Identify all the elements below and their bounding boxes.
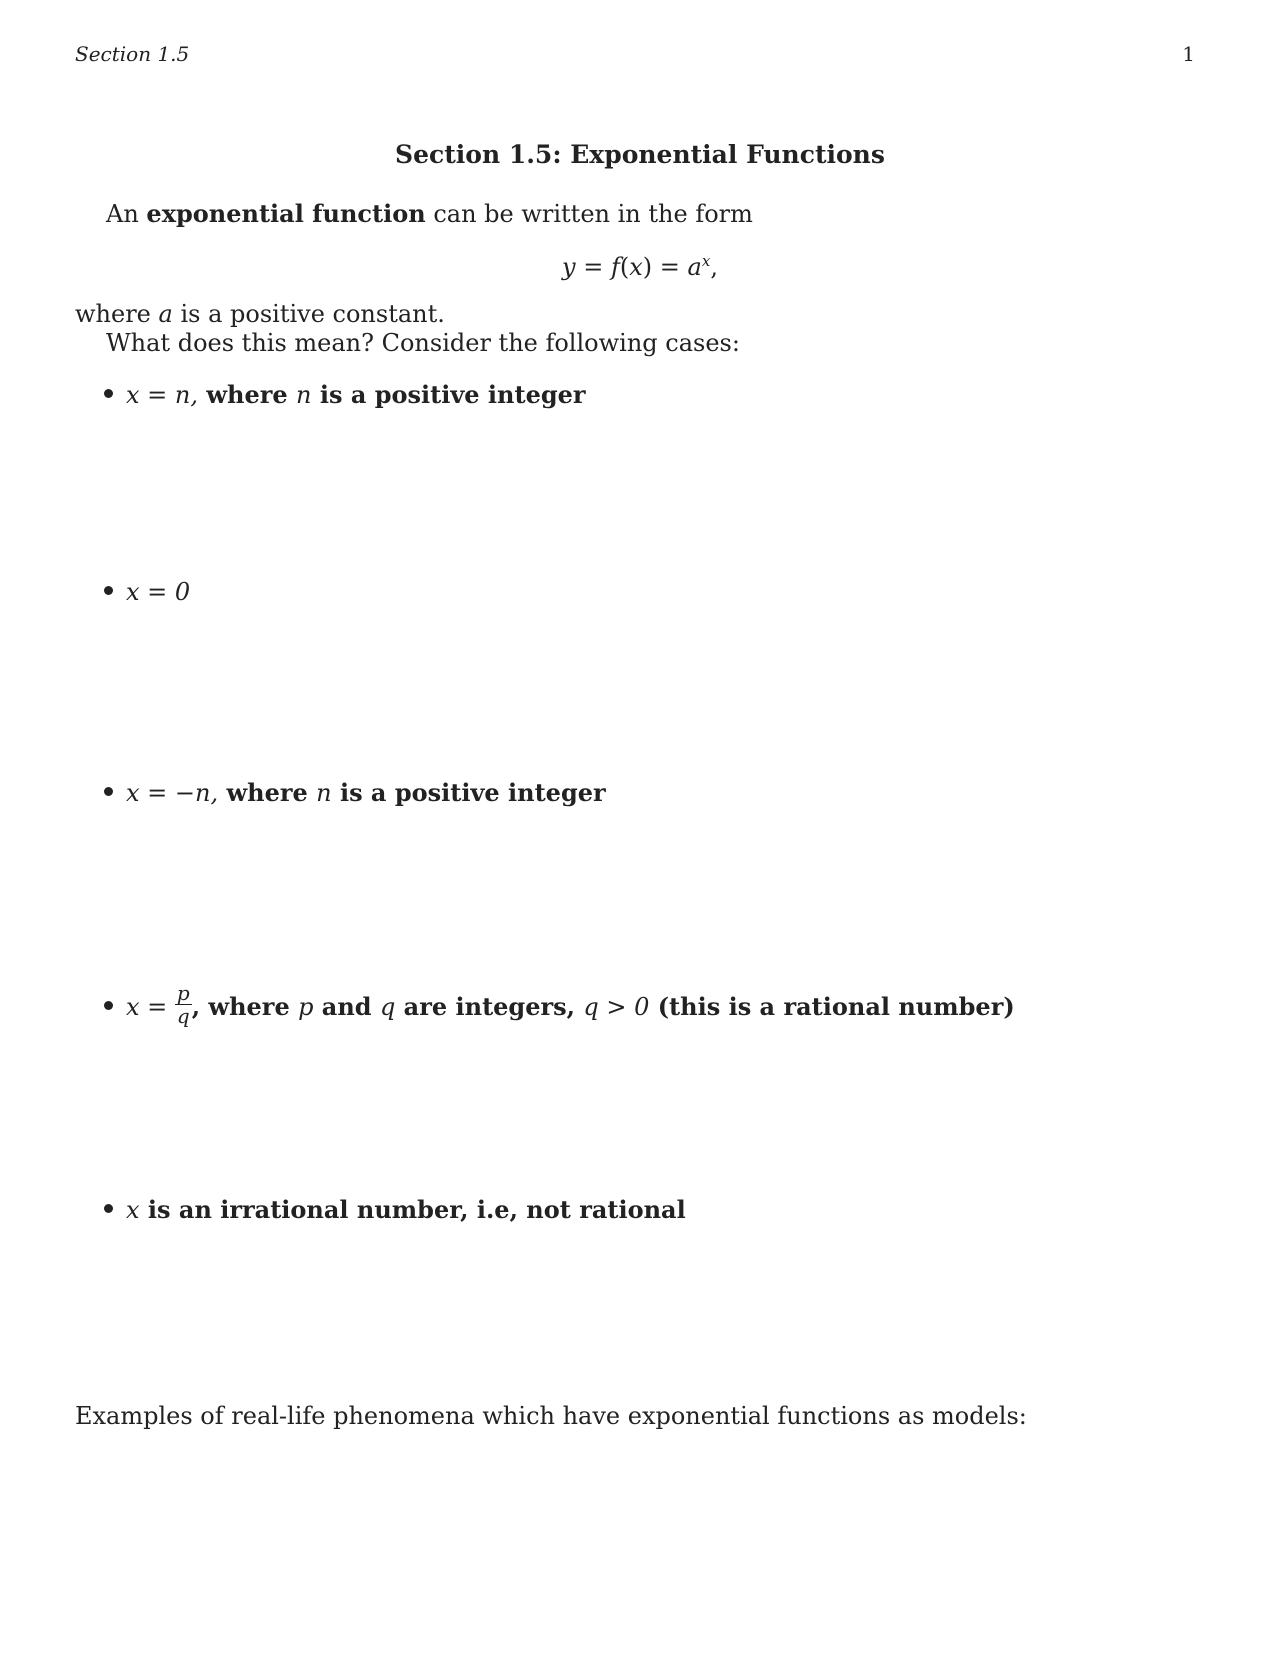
constant-note: where a is a positive constant. <box>75 300 445 328</box>
case-zero: x = 0 <box>104 578 190 606</box>
bullet-icon <box>104 1001 113 1010</box>
case-positive-integer: x = n, where n is a positive integer <box>104 380 586 409</box>
fraction: $\frac{p}{q}$ <box>176 981 190 1028</box>
display-equation: $y = f(x) = a^x$, <box>562 252 718 281</box>
examples-heading: Examples of real-life phenomena which have exponential functions as models: <box>75 1402 1027 1430</box>
case-negative-integer: x = −n, where n is a positive integer <box>104 778 606 807</box>
bullet-icon <box>104 586 113 595</box>
page-number: 1 <box>1182 42 1195 66</box>
page-title: Section 1.5: Exponential Functions <box>395 140 885 169</box>
case-irrational: x is an irrational number, i.e, not rational <box>104 1195 686 1224</box>
question-paragraph: What does this mean? Consider the following cases: <box>106 329 740 357</box>
case-rational: x = $\frac{p}{q}$ , where p and q are integers, q > 0 (this is a rational number) <box>104 986 1015 1031</box>
intro-paragraph: An exponential function can be written in the form <box>106 199 753 228</box>
running-header: Section 1.5 <box>75 42 190 66</box>
bullet-icon <box>104 787 113 796</box>
bullet-icon <box>104 389 113 398</box>
defined-term: exponential function <box>146 199 426 228</box>
bullet-icon <box>104 1204 113 1213</box>
